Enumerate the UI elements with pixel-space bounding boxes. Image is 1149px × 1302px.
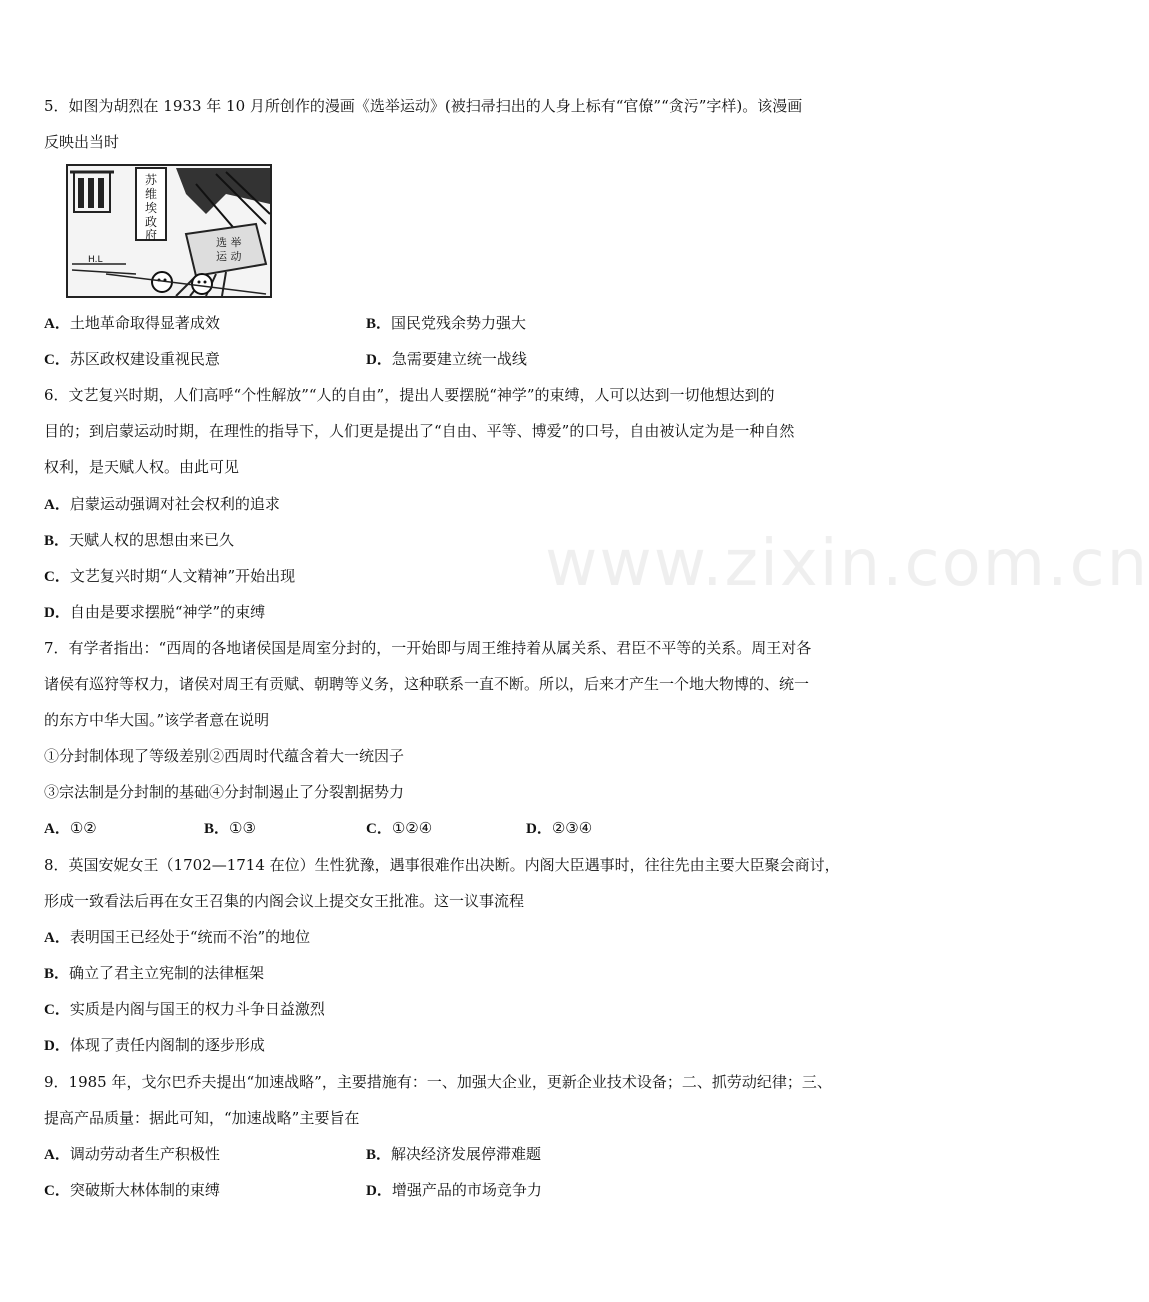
q6-option-d[interactable] [44, 600, 265, 625]
option-text: ②③④ [551, 819, 593, 837]
cartoon-broom-text-2: 运 动 [216, 250, 242, 263]
cartoon-sign-char-2: 维 [144, 187, 158, 201]
q8-stem-line-2: 形成一致看法后再在女王召集的内阁会议上提交女王批准。这一议事流程 [44, 892, 525, 910]
option-text: 表明国王已经处于“统而不治”的地位 [69, 928, 311, 946]
option-label: C． [44, 1002, 70, 1018]
q9-option-a[interactable] [44, 1142, 220, 1167]
q9-stem-line-1: 9．1985 年，戈尔巴乔夫提出“加速战略”，主要措施有：一、加强大企业，更新企业技术设备；二、抓劳动纪律；三、 [44, 1073, 832, 1091]
option-label: A． [44, 821, 70, 837]
q9-option-c[interactable] [44, 1178, 220, 1203]
watermark-text: www.zixin.com.cn [545, 527, 1149, 601]
cartoon-sign-char-3: 埃 [144, 201, 158, 215]
q5-stem-line-1: 5．如图为胡烈在 1933 年 10 月所创作的漫画《选举运动》(被扫帚扫出的人身上标有“官僚”“贪污”字样)。该漫画 [44, 97, 803, 115]
q8-option-c[interactable] [44, 997, 325, 1022]
q7-statement-1: ①分封制体现了等级差别②西周时代蕴含着大一统因子 [44, 747, 405, 765]
cartoon-election-campaign-image [66, 164, 272, 298]
q7-option-b[interactable] [204, 816, 256, 841]
option-label: B． [366, 316, 392, 332]
q7-statement-2: ③宗法制是分封制的基础④分封制遏止了分裂割据势力 [44, 783, 405, 801]
option-label: D． [366, 1183, 392, 1199]
q9-option-b[interactable] [366, 1142, 541, 1167]
q5-option-a[interactable] [44, 311, 220, 336]
option-text: 文艺复兴时期“人文精神”开始出现 [69, 567, 296, 585]
q8-option-d[interactable] [44, 1033, 265, 1058]
q6-stem-line-3: 权利，是天赋人权。由此可见 [44, 458, 240, 476]
cartoon-sign-char-1: 苏 [144, 173, 158, 187]
q6-option-a[interactable] [44, 492, 280, 517]
option-label: A． [44, 316, 70, 332]
option-text: 急需要建立统一战线 [391, 350, 527, 368]
option-label: C． [44, 1183, 70, 1199]
option-label: A． [44, 497, 70, 513]
option-label: B． [204, 821, 230, 837]
option-text: 确立了君主立宪制的法律框架 [69, 964, 265, 982]
option-label: C． [44, 569, 70, 585]
option-label: A． [44, 1147, 70, 1163]
q9-stem-line-2: 提高产品质量：据此可知，“加速战略”主要旨在 [44, 1109, 360, 1127]
option-label: D． [526, 821, 552, 837]
q5-stem-line-2: 反映出当时 [44, 133, 120, 151]
option-label: B． [44, 966, 70, 982]
q6-stem-line-1: 6．文艺复兴时期，人们高呼“个性解放”“人的自由”，提出人要摆脱“神学”的束缚，人可以达到一切他想达到的 [44, 386, 775, 404]
option-text: 国民党残余势力强大 [391, 314, 527, 332]
option-label: B． [44, 533, 70, 549]
q9-option-d[interactable] [366, 1178, 542, 1203]
option-text: 土地革命取得显著成效 [69, 314, 220, 332]
option-text: ①②④ [391, 819, 433, 837]
q7-option-c[interactable] [366, 816, 432, 841]
q6-option-b[interactable] [44, 528, 234, 553]
cartoon-broom-text-1: 选 举 [216, 236, 242, 249]
option-text: 调动劳动者生产积极性 [69, 1145, 220, 1163]
option-text: 实质是内阁与国王的权力斗争日益激烈 [69, 1000, 325, 1018]
option-text: 苏区政权建设重视民意 [69, 350, 220, 368]
q5-option-b[interactable] [366, 311, 526, 336]
q7-option-d[interactable] [526, 816, 592, 841]
q8-option-b[interactable] [44, 961, 264, 986]
option-text: 启蒙运动强调对社会权利的追求 [69, 495, 280, 513]
option-text: ①③ [229, 819, 256, 837]
q5-option-d[interactable] [366, 347, 527, 372]
option-text: 解决经济发展停滞难题 [391, 1145, 542, 1163]
option-text: 自由是要求摆脱“神学”的束缚 [69, 603, 266, 621]
cartoon-sign-char-4: 政 [144, 215, 158, 229]
option-label: A． [44, 930, 70, 946]
q7-stem-line-1: 7．有学者指出：“西周的各地诸侯国是周室分封的，一开始即与周王维持着从属关系、君臣不平等的关系。周王对各 [44, 639, 812, 657]
option-label: D． [366, 352, 392, 368]
option-label: D． [44, 605, 70, 621]
q7-stem-line-2: 诸侯有巡狩等权力，诸侯对周王有贡赋、朝聘等义务，这种联系一直不断。所以，后来才产生一个地大物博的、统一 [44, 675, 810, 693]
q5-option-c[interactable] [44, 347, 220, 372]
q7-option-a[interactable] [44, 816, 97, 841]
q7-stem-line-3: 的东方中华大国。”该学者意在说明 [44, 711, 270, 729]
q8-option-a[interactable] [44, 925, 310, 950]
option-text: 突破斯大林体制的束缚 [69, 1181, 220, 1199]
option-label: B． [366, 1147, 392, 1163]
option-label: C． [366, 821, 392, 837]
q6-stem-line-2: 目的；到启蒙运动时期，在理性的指导下，人们更是提出了“自由、平等、博爱”的口号，自由被认定为是一种自然 [44, 422, 795, 440]
option-text: 增强产品的市场竞争力 [391, 1181, 542, 1199]
cartoon-sign-char-5: 府 [144, 228, 158, 242]
option-label: C． [44, 352, 70, 368]
q8-stem-line-1: 8．英国安妮女王（1702—1714 在位）生性犹豫，遇事很难作出决断。内阁大臣遇事时，往往先由主要大臣聚会商讨， [44, 856, 840, 874]
option-text: ①② [69, 819, 97, 837]
option-label: D． [44, 1038, 70, 1054]
cartoon-artist-mark: H.L [88, 255, 103, 265]
q6-option-c[interactable] [44, 564, 295, 589]
option-text: 天赋人权的思想由来已久 [69, 531, 235, 549]
option-text: 体现了责任内阁制的逐步形成 [69, 1036, 265, 1054]
